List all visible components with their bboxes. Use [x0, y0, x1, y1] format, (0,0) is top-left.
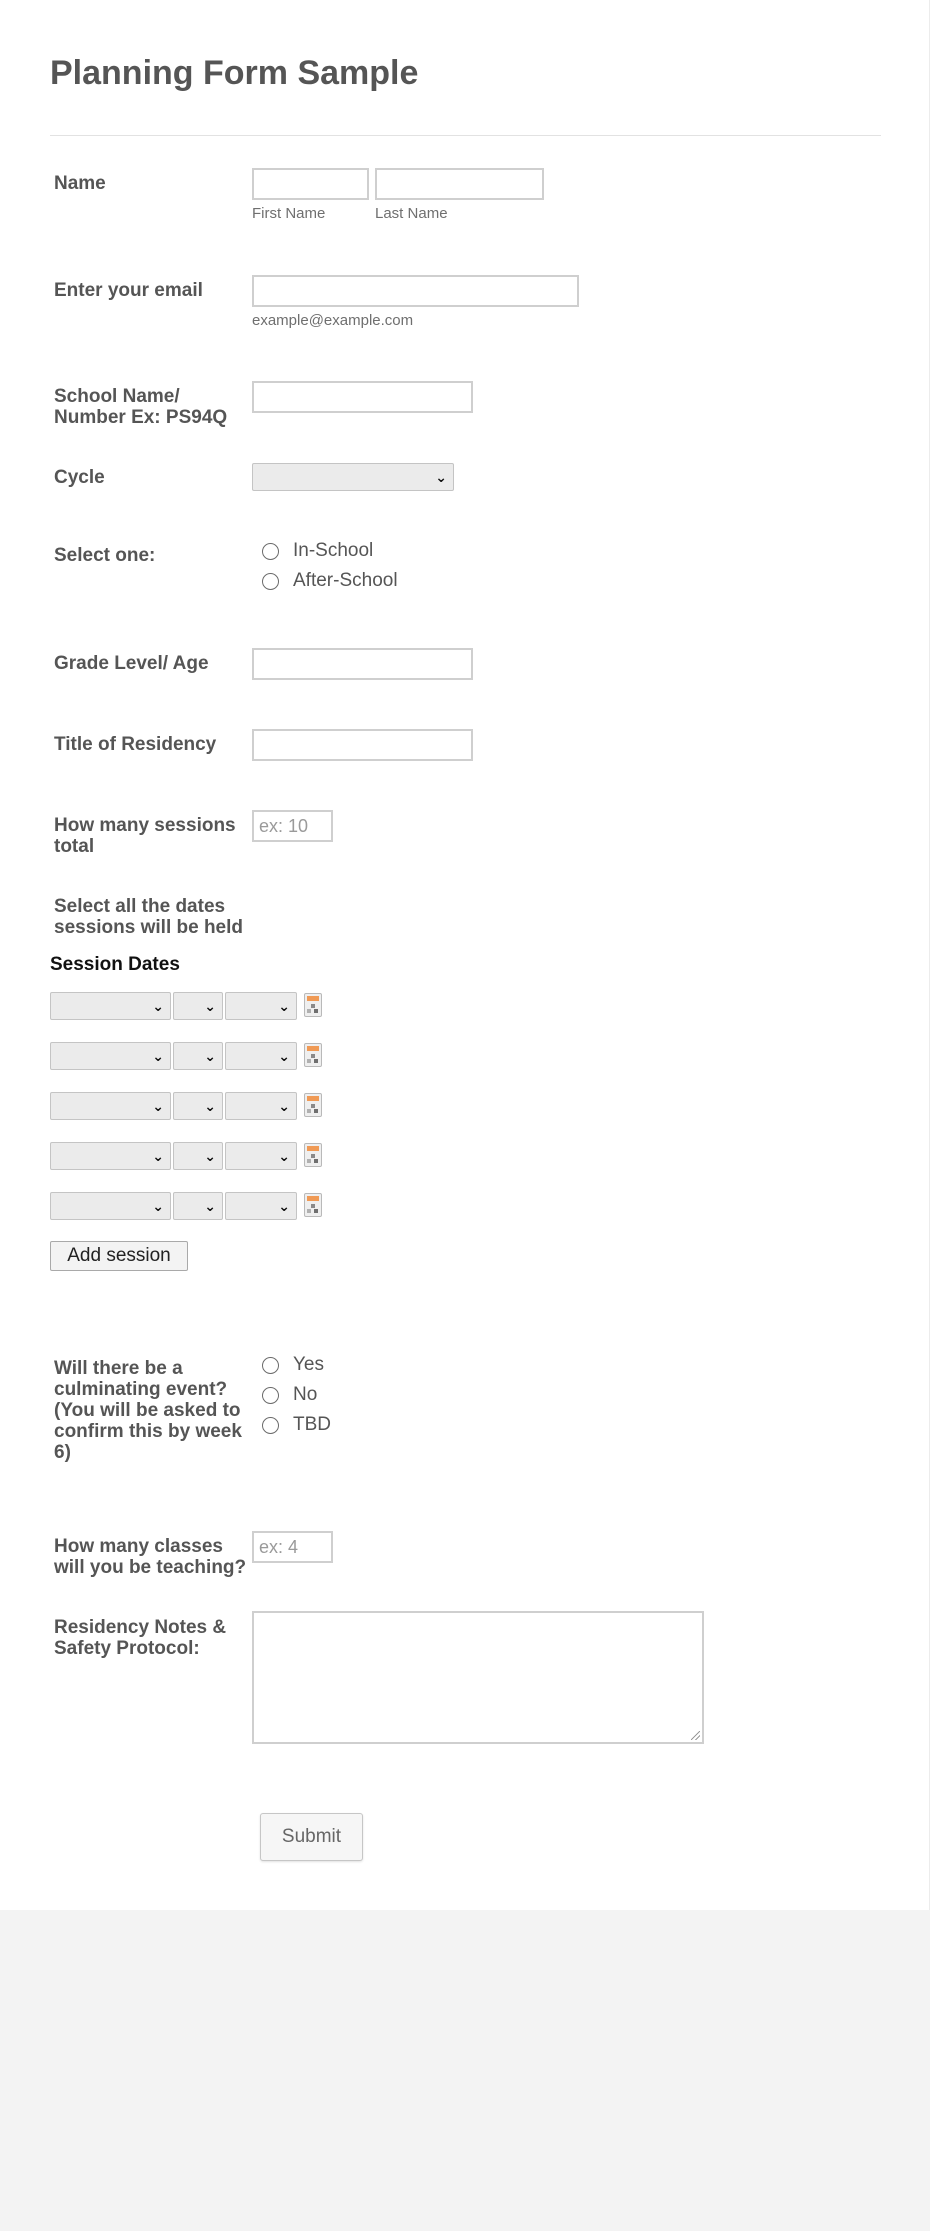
chevron-down-icon: ⌄ — [278, 998, 290, 1014]
classes-input[interactable] — [252, 1531, 333, 1563]
chevron-down-icon: ⌄ — [204, 1048, 216, 1064]
session-dates-heading: Session Dates — [50, 954, 180, 975]
session-month-select[interactable] — [50, 992, 171, 1020]
radio-tbd-label[interactable]: TBD — [293, 1414, 331, 1435]
school-label-line2: Number Ex: PS94Q — [54, 407, 228, 428]
email-input[interactable] — [252, 275, 579, 307]
radio-in-school[interactable] — [262, 543, 279, 560]
sessions-total-label — [54, 815, 250, 857]
session-day-select[interactable] — [173, 992, 223, 1020]
submit-button[interactable]: Submit — [260, 1813, 363, 1861]
dates-label-line2: sessions will be held — [54, 917, 244, 938]
radio-tbd[interactable] — [262, 1417, 279, 1434]
name-label: Name — [54, 173, 106, 194]
notes-label-line2: Safety Protocol: — [54, 1638, 200, 1659]
resize-grip-icon[interactable] — [691, 1731, 700, 1740]
cycle-select[interactable] — [252, 463, 454, 491]
sessions-total-label-line2: total — [54, 836, 95, 857]
session-day-select[interactable] — [173, 1142, 223, 1170]
residency-title-input[interactable] — [252, 729, 473, 761]
radio-yes-label[interactable]: Yes — [293, 1354, 324, 1375]
chevron-down-icon: ⌄ — [278, 1198, 290, 1214]
session-month-select[interactable] — [50, 1092, 171, 1120]
calendar-icon[interactable] — [304, 1193, 322, 1217]
radio-no[interactable] — [262, 1387, 279, 1404]
calendar-icon[interactable] — [304, 1143, 322, 1167]
session-year-select[interactable] — [225, 1092, 297, 1120]
sessions-total-input[interactable] — [252, 810, 333, 842]
chevron-down-icon: ⌄ — [152, 1098, 164, 1114]
calendar-icon[interactable] — [304, 1093, 322, 1117]
culminating-label-line2: culminating event? — [54, 1379, 228, 1400]
page-title: Planning Form Sample — [50, 54, 419, 92]
session-month-select[interactable] — [50, 1142, 171, 1170]
chevron-down-icon: ⌄ — [152, 1198, 164, 1214]
session-year-select[interactable] — [225, 1142, 297, 1170]
notes-textarea[interactable] — [252, 1611, 704, 1744]
session-month-select[interactable] — [50, 1042, 171, 1070]
session-year-select[interactable] — [225, 1192, 297, 1220]
radio-yes[interactable] — [262, 1357, 279, 1374]
radio-no-label[interactable]: No — [293, 1384, 318, 1405]
chevron-down-icon: ⌄ — [204, 1148, 216, 1164]
chevron-down-icon: ⌄ — [152, 998, 164, 1014]
add-session-button[interactable]: Add session — [50, 1241, 188, 1271]
session-year-select[interactable] — [225, 992, 297, 1020]
school-input[interactable] — [252, 381, 473, 413]
radio-after-school-label[interactable]: After-School — [293, 570, 398, 591]
chevron-down-icon: ⌄ — [278, 1148, 290, 1164]
classes-label — [54, 1536, 250, 1578]
session-year-select[interactable] — [225, 1042, 297, 1070]
radio-after-school[interactable] — [262, 573, 279, 590]
school-label — [54, 386, 250, 428]
calendar-icon[interactable] — [304, 993, 322, 1017]
chevron-down-icon: ⌄ — [152, 1048, 164, 1064]
session-month-select[interactable] — [50, 1192, 171, 1220]
first-name-input[interactable] — [252, 168, 369, 200]
culminating-label-line1: Will there be a — [54, 1358, 183, 1379]
session-day-select[interactable] — [173, 1042, 223, 1070]
last-name-input[interactable] — [375, 168, 544, 200]
residency-title-label: Title of Residency — [54, 734, 217, 755]
chevron-down-icon: ⌄ — [204, 998, 216, 1014]
dates-label-line1: Select all the dates — [54, 896, 226, 917]
calendar-icon[interactable] — [304, 1043, 322, 1067]
select-one-label: Select one: — [54, 545, 156, 566]
dates-label — [54, 896, 250, 938]
email-sublabel: example@example.com — [252, 312, 414, 329]
chevron-down-icon: ⌄ — [435, 469, 447, 485]
first-name-sublabel: First Name — [252, 205, 326, 222]
header-divider — [50, 135, 881, 136]
notes-label — [54, 1617, 250, 1659]
school-label-line1: School Name/ — [54, 386, 180, 407]
chevron-down-icon: ⌄ — [278, 1048, 290, 1064]
culminating-label — [54, 1358, 250, 1463]
culminating-label-line3: (You will be asked to — [54, 1400, 241, 1421]
classes-label-line1: How many classes — [54, 1536, 223, 1557]
chevron-down-icon: ⌄ — [204, 1198, 216, 1214]
classes-label-line2: will you be teaching? — [54, 1557, 247, 1578]
notes-label-line1: Residency Notes & — [54, 1617, 227, 1638]
cycle-label: Cycle — [54, 467, 105, 488]
culminating-label-line5: 6) — [54, 1442, 71, 1463]
sessions-total-label-line1: How many sessions — [54, 815, 236, 836]
chevron-down-icon: ⌄ — [152, 1148, 164, 1164]
session-day-select[interactable] — [173, 1192, 223, 1220]
email-label: Enter your email — [54, 280, 203, 301]
chevron-down-icon: ⌄ — [204, 1098, 216, 1114]
radio-in-school-label[interactable]: In-School — [293, 540, 374, 561]
grade-label: Grade Level/ Age — [54, 653, 209, 674]
session-day-select[interactable] — [173, 1092, 223, 1120]
last-name-sublabel: Last Name — [375, 205, 448, 222]
culminating-label-line4: confirm this by week — [54, 1421, 242, 1442]
chevron-down-icon: ⌄ — [278, 1098, 290, 1114]
grade-input[interactable] — [252, 648, 473, 680]
